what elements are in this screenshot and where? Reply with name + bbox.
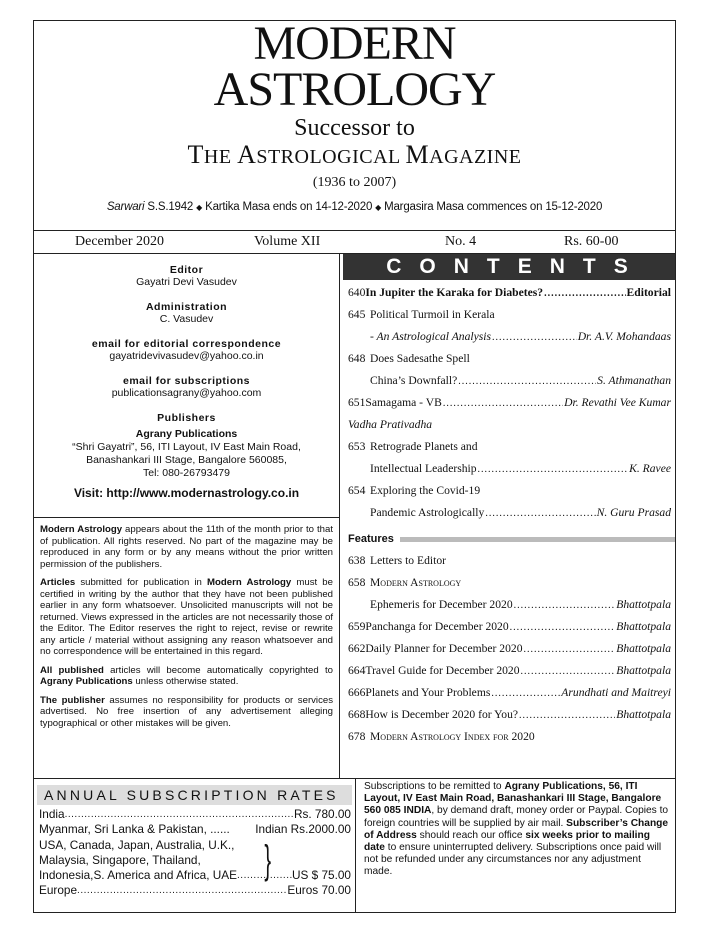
feature-item-sub[interactable]: Ephemeris for December 2020 ..... Bhattotpala bbox=[348, 594, 671, 616]
feature-item[interactable]: 659 Panchanga for December 2020 ..... Bhattotpala bbox=[348, 616, 671, 638]
feature-item[interactable]: 658 Modern Astrology bbox=[348, 576, 462, 589]
brace-glyph: } bbox=[264, 837, 272, 882]
bullet-icon: ◆ bbox=[375, 203, 382, 212]
feature-item[interactable]: 678 Modern Astrology Index for 2020 bbox=[348, 730, 535, 743]
telephone: Tel: 080-26793479 bbox=[143, 467, 230, 479]
successor-text: Successor to bbox=[294, 115, 415, 141]
toc-item[interactable]: 651 Samagama - VB ..... Dr. Revathi Vee Kumar bbox=[348, 392, 671, 414]
masthead bbox=[34, 17, 675, 213]
notice-articles: Articles submitted for publication in Modern Astrology must be certified in writing by the author that they have not been published earlier in any form whatsoever. Unsolicited manuscripts will not be returned. Views expressed in the articles are not necessarily those of the Editor. The Editor reserves the right to reject, revise or rewrite any article / material without assigning any reason whatsoever and no correspondence will be entertained in this regard. bbox=[40, 577, 333, 657]
admin-name: C. Vasudev bbox=[159, 313, 214, 325]
contents-list bbox=[343, 282, 675, 524]
email-subs[interactable]: publicationsagrany@yahoo.com bbox=[111, 387, 262, 399]
notice-publisher: The publisher assumes no responsibility for products or services advertised. No free insertion of any advertisement alleging typographical or other mistakes will be given. bbox=[40, 694, 333, 729]
bottom-section bbox=[34, 778, 675, 914]
notice-copyright: All published articles will become automatically copyrighted to Agrany Publications unless otherwise stated. bbox=[40, 664, 333, 687]
email-subs-label: email for subscriptions bbox=[122, 375, 251, 387]
toc-item[interactable]: Vadha Prativadha bbox=[348, 418, 433, 431]
toc-item-sub[interactable]: Intellectual Leadership ..... K. Ravee bbox=[348, 458, 671, 480]
publisher-name: Agrany Publications bbox=[135, 428, 238, 440]
subscription-heading: ANNUAL SUBSCRIPTION RATES bbox=[37, 785, 352, 805]
remittance-text: Subscriptions to be remitted to Agrany Publications, 56, ITI Layout, IV East Main Road, Banashankari III Stage, Bangalore 560 085 INDIA, by demand draft, money order or Paypal. Copies to foreign countries will be supplied by air mail. Subscriber’s Change of Address should reach our office six weeks prior to mailing date to ensure uninterrupted delivery. Subscriptions once paid will not be refunded under any circumstances nor any adjustment made. bbox=[364, 781, 669, 878]
features-rule bbox=[400, 537, 675, 542]
years: (1936 to 2007) bbox=[312, 175, 397, 190]
feature-item[interactable]: 662 Daily Planner for December 2020 ..... Bhattotpala bbox=[348, 638, 671, 660]
issue-number: No. 4 bbox=[445, 234, 477, 249]
toc-item[interactable]: 653 Retrograde Planets and bbox=[348, 440, 478, 453]
editor-label: Editor bbox=[169, 264, 204, 276]
calendar-line: Sarwari S.S.1942 ◆ Kartika Masa ends on 14-12-2020 ◆ Margasira Masa commences on 15-12-2020 bbox=[106, 201, 603, 213]
feature-item[interactable]: 638 Letters to Editor bbox=[348, 554, 446, 567]
editor-name: Gayatri Devi Vasudev bbox=[136, 276, 237, 288]
toc-item[interactable]: 648 Does Sadesathe Spell bbox=[348, 352, 470, 365]
contents-heading: CONTENTS bbox=[343, 254, 675, 280]
toc-item-sub[interactable]: China’s Downfall? ..... S. Athmanathan bbox=[348, 370, 671, 392]
feature-item[interactable]: 664 Travel Guide for December 2020 ..... Bhattotpala bbox=[348, 660, 671, 682]
publishers-label: Publishers bbox=[157, 412, 216, 424]
issue-month: December 2020 bbox=[75, 234, 165, 249]
toc-item[interactable]: 654 Exploring the Covid-19 bbox=[348, 484, 481, 497]
email-editorial-label: email for editorial correspondence bbox=[91, 338, 282, 350]
editorial-box bbox=[34, 254, 340, 518]
rate-group: USA, Canada, Japan, Australia, U.K., Malaysia, Singapore, Thailand, Indonesia,S. America and Africa, UAE ..... US $ 75.00 } bbox=[39, 838, 351, 884]
feature-item[interactable]: 668 How is December 2020 for You? ..... Bhattotpala bbox=[348, 704, 671, 726]
toc-item[interactable]: 640 In Jupiter the Karaka for Diabetes? ..... Editorial bbox=[348, 282, 671, 304]
title-line1: MODERN bbox=[253, 17, 456, 70]
notices-box bbox=[34, 518, 340, 778]
issue-bar bbox=[34, 230, 675, 254]
address-line1: “Shri Gayatri”, 56, ITI Layout, IV East Main Road, bbox=[72, 441, 301, 453]
title-line2: ASTROLOGY bbox=[213, 63, 496, 116]
rate-row: Myanmar, Sri Lanka & Pakistan, ...... Indian Rs.2000.00 bbox=[39, 822, 351, 837]
address-line2: Banashankari III Stage, Bangalore 560085, bbox=[86, 454, 287, 466]
features-list bbox=[343, 550, 675, 748]
email-editorial[interactable]: gayatridevivasudev@yahoo.co.in bbox=[109, 350, 264, 362]
notice-publication: Modern Astrology appears about the 11th of the month prior to that of publication. All rights reserved. No part of the magazine may be reproduced in any form or by any means without the prior written permission of the publishers. bbox=[40, 524, 333, 570]
subscription-box bbox=[34, 779, 356, 913]
predecessor-title: THE ASTROLOGICAL MAGAZINE bbox=[187, 140, 522, 169]
toc-item-sub[interactable]: - An Astrological Analysis ..... Dr. A.V. Mohandaas bbox=[348, 326, 671, 348]
feature-item[interactable]: 666 Planets and Your Problems ..... Arundhati and Maitreyi bbox=[348, 682, 671, 704]
issue-volume: Volume XII bbox=[254, 234, 321, 249]
toc-item[interactable]: 645 Political Turmoil in Kerala bbox=[348, 308, 495, 321]
contents-box bbox=[343, 254, 675, 778]
website-link[interactable]: Visit: http://www.modernastrology.co.in bbox=[73, 486, 300, 500]
rates-list bbox=[34, 805, 355, 899]
rate-row: India ..... Rs. 780.00 bbox=[39, 807, 351, 822]
bullet-icon: ◆ bbox=[196, 203, 203, 212]
magazine-page bbox=[33, 17, 676, 913]
toc-item-sub[interactable]: Pandemic Astrologically ..... N. Guru Prasad bbox=[348, 502, 671, 524]
issue-price: Rs. 60-00 bbox=[564, 234, 619, 249]
rate-row: Europe ..... Euros 70.00 bbox=[39, 883, 351, 898]
features-heading: Features bbox=[343, 528, 675, 550]
admin-label: Administration bbox=[145, 301, 228, 313]
